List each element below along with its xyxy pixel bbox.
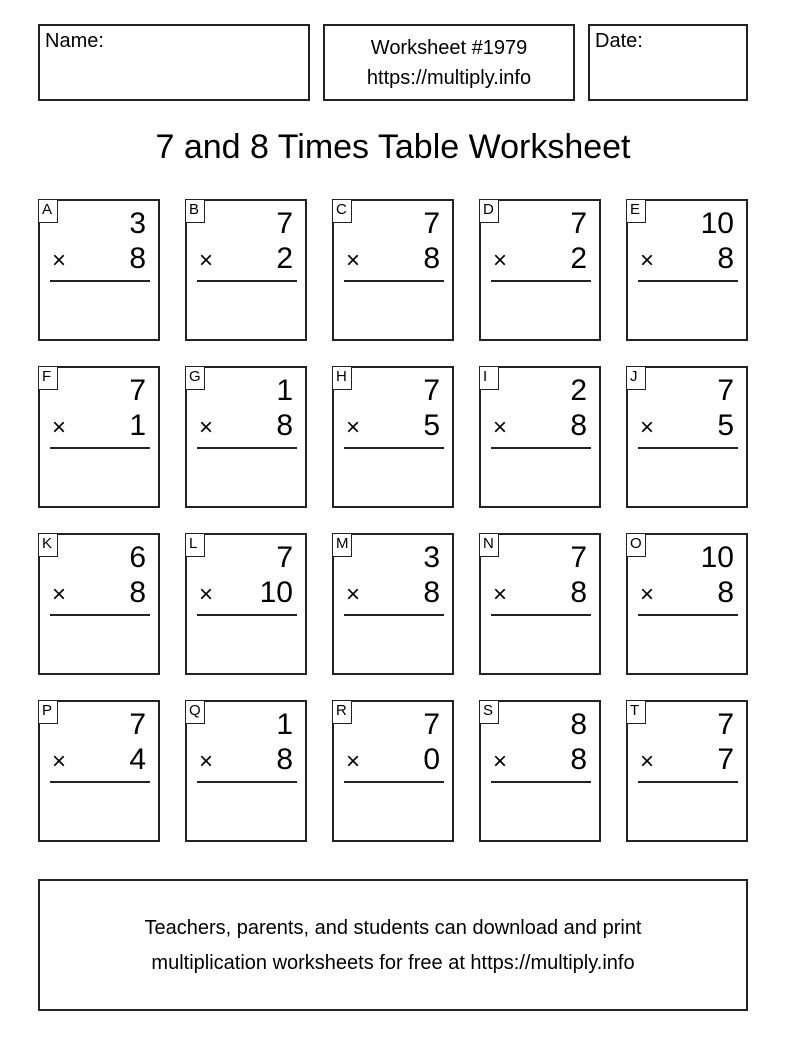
problem-grid (38, 199, 748, 842)
problem-card (38, 533, 160, 675)
worksheet-id: Worksheet #1979 (370, 37, 528, 59)
problem-card (332, 700, 454, 842)
bottom-number: 4 (129, 743, 146, 776)
problem-letter: O (626, 533, 646, 557)
top-number: 7 (276, 541, 293, 574)
times-sign: × (52, 748, 67, 775)
times-sign: × (199, 581, 214, 608)
bottom-number: 8 (276, 409, 293, 442)
answer-line (197, 280, 297, 282)
answer-line (638, 447, 738, 449)
times-sign: × (52, 414, 67, 441)
problem-letter: I (479, 366, 499, 390)
top-number: 2 (570, 374, 587, 407)
bottom-number: 1 (129, 409, 146, 442)
answer-line (50, 614, 150, 616)
top-number: 7 (570, 207, 587, 240)
date-label: Date: (595, 30, 643, 52)
answer-line (491, 447, 591, 449)
bottom-number: 8 (570, 576, 587, 609)
problem-letter: R (332, 700, 352, 724)
footer-line-2: multiplication worksheets for free at https://multiply.info (151, 952, 635, 974)
top-number: 10 (700, 541, 734, 574)
top-number: 7 (423, 207, 440, 240)
bottom-number: 8 (423, 242, 440, 275)
problem-card (332, 366, 454, 508)
top-number: 7 (423, 374, 440, 407)
bottom-number: 8 (717, 576, 734, 609)
problem-card (185, 199, 307, 341)
problem-card (185, 700, 307, 842)
problem-letter: P (38, 700, 58, 724)
times-sign: × (493, 247, 508, 274)
answer-line (638, 280, 738, 282)
times-sign: × (346, 581, 361, 608)
problem-card (38, 199, 160, 341)
problem-card (479, 533, 601, 675)
bottom-number: 8 (570, 409, 587, 442)
answer-line (638, 614, 738, 616)
top-number: 7 (717, 708, 734, 741)
date-field-box (588, 24, 748, 101)
answer-line (491, 614, 591, 616)
times-sign: × (346, 414, 361, 441)
problem-letter: F (38, 366, 58, 390)
top-number: 7 (570, 541, 587, 574)
name-field-box (38, 24, 310, 101)
answer-line (50, 280, 150, 282)
problem-letter: C (332, 199, 352, 223)
problem-card (626, 199, 748, 341)
answer-line (491, 781, 591, 783)
answer-line (344, 447, 444, 449)
problem-card (185, 533, 307, 675)
times-sign: × (640, 247, 655, 274)
times-sign: × (493, 414, 508, 441)
problem-letter: Q (185, 700, 205, 724)
bottom-number: 8 (570, 743, 587, 776)
page-title: 7 and 8 Times Table Worksheet (155, 128, 631, 166)
times-sign: × (199, 414, 214, 441)
top-number: 7 (717, 374, 734, 407)
problem-letter: L (185, 533, 205, 557)
times-sign: × (493, 581, 508, 608)
problem-card (479, 700, 601, 842)
top-number: 8 (570, 708, 587, 741)
problem-card (626, 700, 748, 842)
answer-line (491, 280, 591, 282)
problem-card (38, 366, 160, 508)
problem-letter: M (332, 533, 352, 557)
problem-letter: A (38, 199, 58, 223)
problem-card (332, 533, 454, 675)
times-sign: × (640, 581, 655, 608)
name-label: Name: (45, 30, 104, 52)
bottom-number: 0 (423, 743, 440, 776)
top-number: 1 (276, 708, 293, 741)
problem-letter: K (38, 533, 58, 557)
times-sign: × (640, 748, 655, 775)
top-number: 7 (423, 708, 440, 741)
problem-letter: D (479, 199, 499, 223)
times-sign: × (493, 748, 508, 775)
problem-card (479, 366, 601, 508)
bottom-number: 10 (259, 576, 293, 609)
answer-line (344, 280, 444, 282)
answer-line (197, 447, 297, 449)
times-sign: × (52, 581, 67, 608)
top-number: 3 (423, 541, 440, 574)
problem-card (479, 199, 601, 341)
bottom-number: 8 (717, 242, 734, 275)
times-sign: × (199, 748, 214, 775)
problem-letter: B (185, 199, 205, 223)
top-number: 7 (129, 708, 146, 741)
problem-letter: E (626, 199, 646, 223)
problem-card (626, 366, 748, 508)
bottom-number: 7 (717, 743, 734, 776)
top-number: 6 (129, 541, 146, 574)
answer-line (197, 781, 297, 783)
problem-card (38, 700, 160, 842)
answer-line (344, 781, 444, 783)
top-number: 7 (129, 374, 146, 407)
answer-line (638, 781, 738, 783)
problem-letter: T (626, 700, 646, 724)
bottom-number: 5 (717, 409, 734, 442)
bottom-number: 2 (276, 242, 293, 275)
footer-line-1: Teachers, parents, and students can download and print (144, 917, 642, 939)
top-number: 7 (276, 207, 293, 240)
answer-line (50, 447, 150, 449)
worksheet-info-box (323, 24, 575, 101)
top-number: 10 (700, 207, 734, 240)
problem-letter: J (626, 366, 646, 390)
problem-letter: G (185, 366, 205, 390)
problem-letter: S (479, 700, 499, 724)
top-number: 1 (276, 374, 293, 407)
bottom-number: 8 (129, 576, 146, 609)
times-sign: × (199, 247, 214, 274)
footer-box (38, 879, 748, 1011)
times-sign: × (346, 748, 361, 775)
problem-card (185, 366, 307, 508)
answer-line (50, 781, 150, 783)
times-sign: × (52, 247, 67, 274)
bottom-number: 2 (570, 242, 587, 275)
bottom-number: 8 (129, 242, 146, 275)
problem-card (626, 533, 748, 675)
problem-letter: N (479, 533, 499, 557)
bottom-number: 8 (423, 576, 440, 609)
bottom-number: 5 (423, 409, 440, 442)
times-sign: × (640, 414, 655, 441)
answer-line (197, 614, 297, 616)
site-url: https://multiply.info (366, 67, 532, 89)
top-number: 3 (129, 207, 146, 240)
problem-card (332, 199, 454, 341)
bottom-number: 8 (276, 743, 293, 776)
times-sign: × (346, 247, 361, 274)
problem-letter: H (332, 366, 352, 390)
answer-line (344, 614, 444, 616)
